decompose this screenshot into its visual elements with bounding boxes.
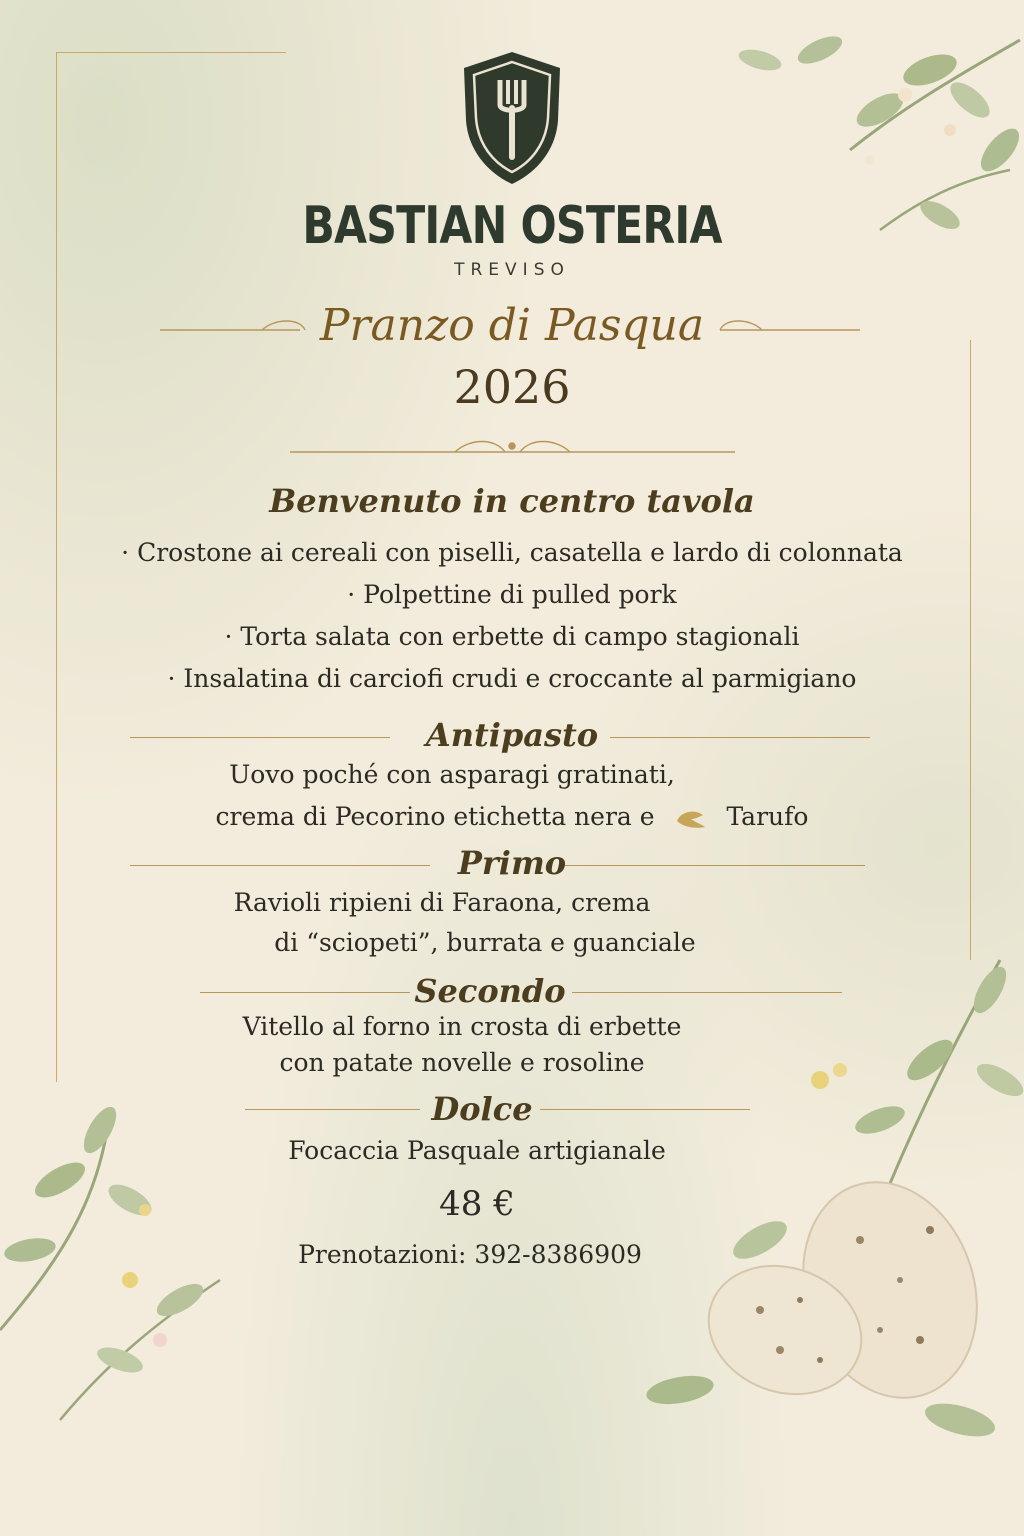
menu-item: con patate novelle e rosoline: [279, 1048, 645, 1077]
menu-item: di “sciopeti”, burrata e guanciale: [274, 928, 696, 957]
menu-item-text: Tarufo: [726, 802, 809, 831]
section-title-benvenuto: Benvenuto in centro tavola: [269, 482, 755, 520]
menu-item-line: [0, 802, 1024, 831]
section-title-primo: Primo: [457, 844, 567, 882]
menu-item: Vitello al forno in crosta di erbette: [242, 1012, 682, 1041]
menu-price: 48 €: [439, 1184, 515, 1224]
shield-fork-logo: [460, 50, 564, 186]
truffle-icon: [673, 807, 709, 831]
restaurant-city: TREVISO: [454, 260, 570, 280]
menu-title: Pranzo di Pasqua: [319, 300, 705, 351]
menu-item: Ravioli ripieni di Faraona, crema: [233, 888, 651, 917]
section-title-antipasto: Antipasto: [425, 716, 599, 754]
menu-item: · Polpettine di pulled pork: [347, 580, 677, 609]
menu-item: · Insalatina di carciofi crudi e croccante al parmigiano: [167, 664, 857, 693]
menu-item: · Crostone ai cereali con piselli, casatella e lardo di colonnata: [121, 538, 903, 567]
section-title-secondo: Secondo: [414, 972, 566, 1010]
restaurant-name: BASTIAN OSTERIA: [302, 196, 722, 256]
menu-item: · Torta salata con erbette di campo stagionali: [224, 622, 800, 651]
menu-item: Uovo poché con asparagi gratinati,: [229, 760, 675, 789]
menu-item-text: crema di Pecorino etichetta nera e: [215, 802, 655, 831]
section-title-dolce: Dolce: [431, 1090, 533, 1128]
menu-item: Focaccia Pasquale artigianale: [288, 1136, 666, 1165]
menu-year: 2026: [453, 360, 571, 414]
booking-phone: Prenotazioni: 392-8386909: [298, 1240, 642, 1269]
